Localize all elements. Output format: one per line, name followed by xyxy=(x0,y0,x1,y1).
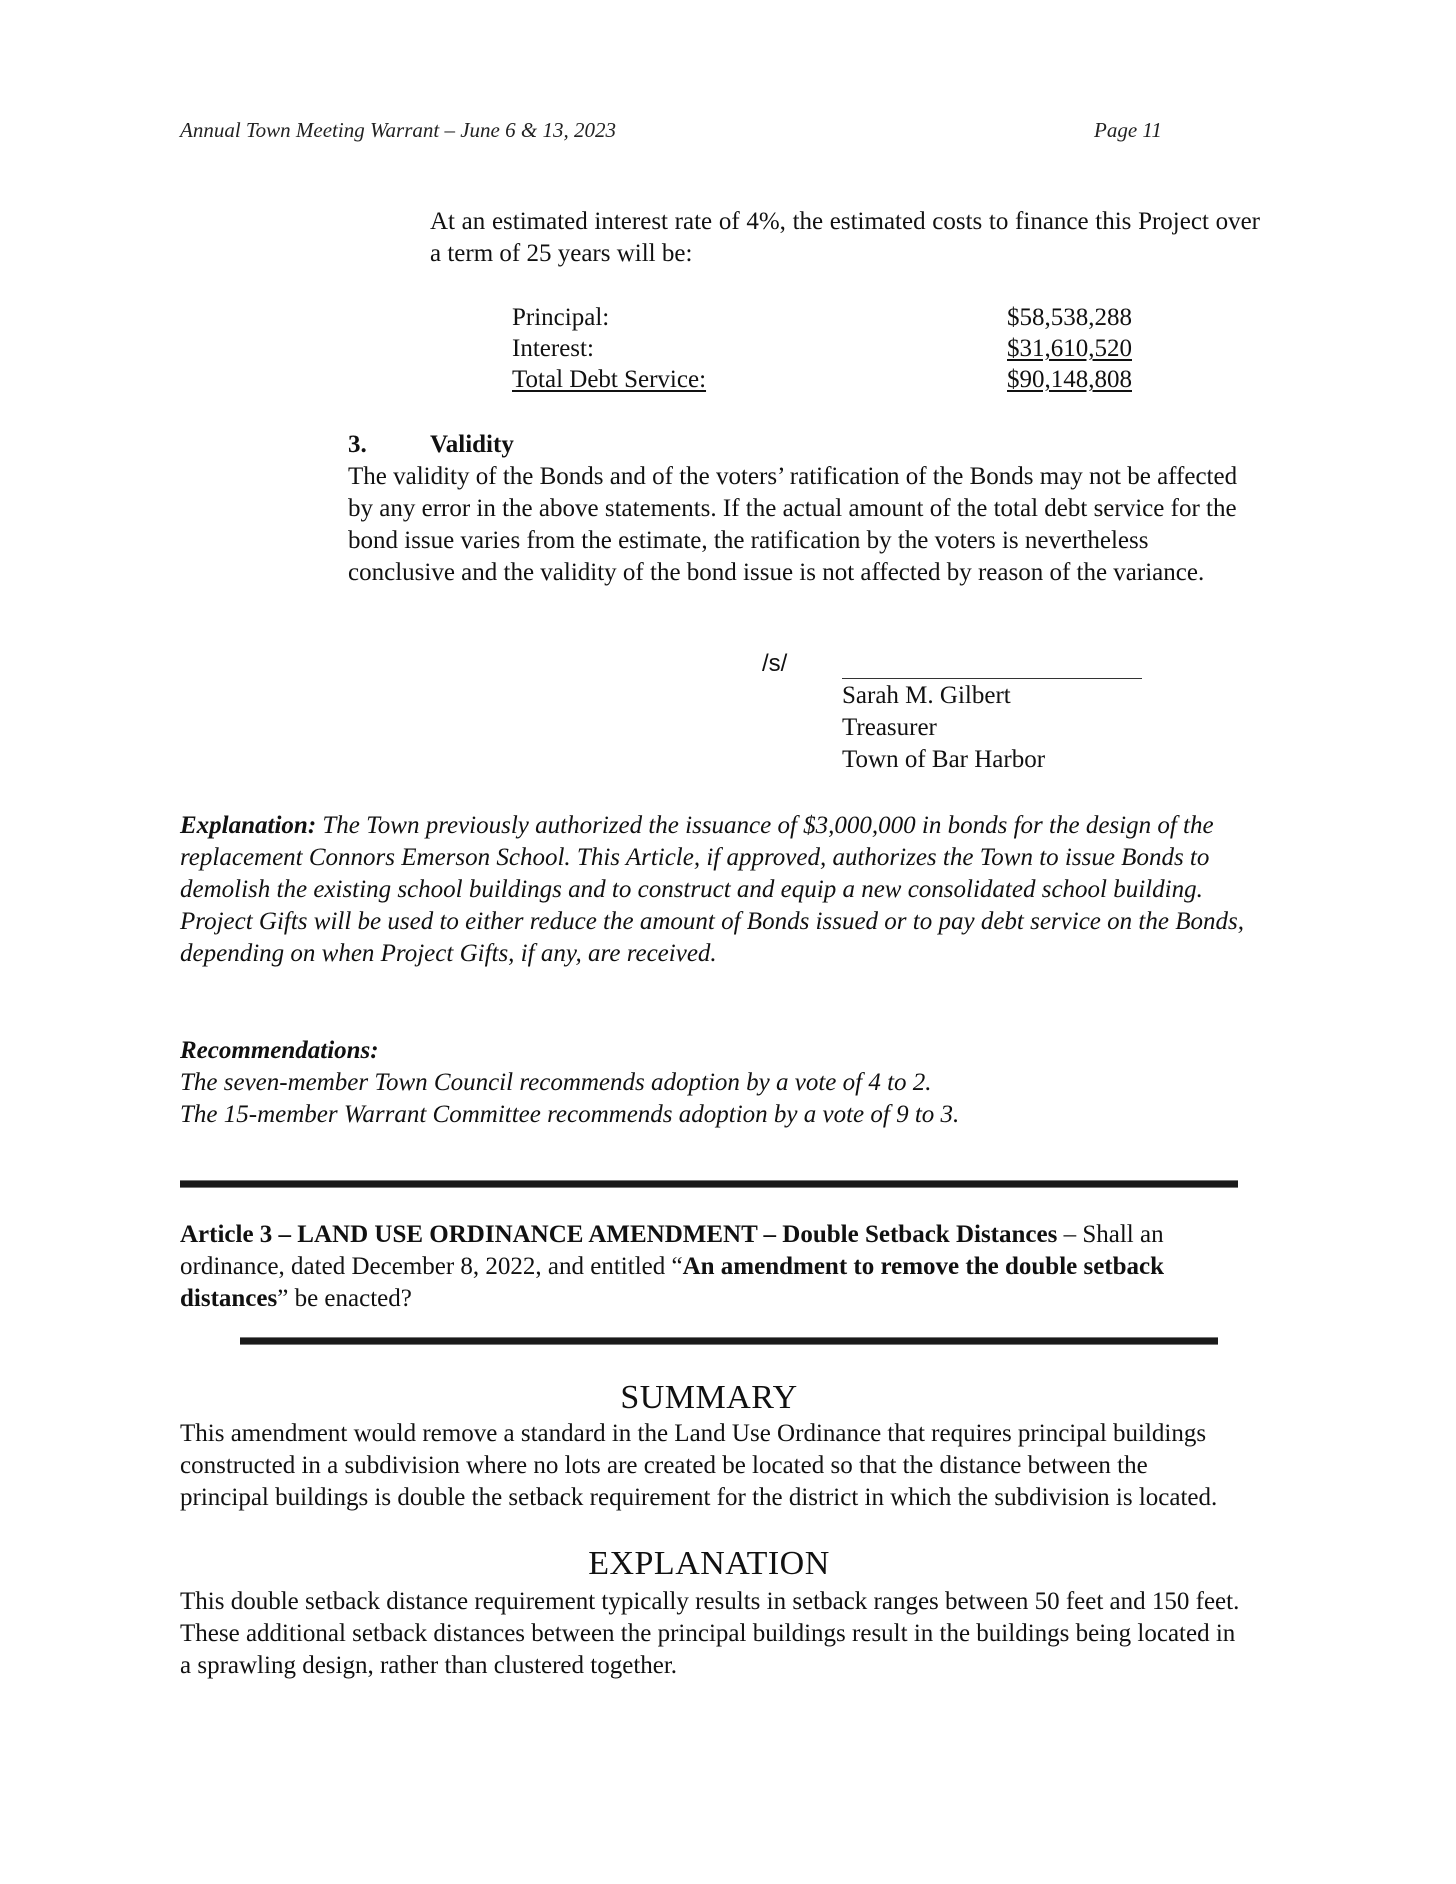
cost-table xyxy=(512,302,1132,395)
summary-heading: SUMMARY xyxy=(620,1379,798,1416)
section-divider xyxy=(240,1337,1218,1345)
cost-value: $31,610,520 xyxy=(1007,335,1132,362)
cost-row-total xyxy=(512,364,1132,395)
validity-heading xyxy=(348,429,514,461)
explanation-text: The Town previously authorized the issuance of $3,000,000 in bonds for the design of the replacement Connors Emerson School. This Article, if approved, authorizes the Town to issue Bonds to demolish the existing school buildings and to construct and equip a new consolidated school building. Project Gifts will be used to either reduce the amount of Bonds issued or to pay debt service on the Bonds, depending on when Project Gifts, if any, are received. xyxy=(180,812,1244,967)
section-title: Validity xyxy=(430,431,514,458)
cost-row-interest xyxy=(512,333,1132,364)
explanation-text-block: This double setback distance requirement typically results in setback ranges between 50 feet and 150 feet. These additional setback distances between the principal buildings result in the buildings being located in a sprawling design, rather than clustered together. xyxy=(180,1588,1240,1679)
signature-block xyxy=(842,680,1045,776)
summary-text: This amendment would remove a standard in the Land Use Ordinance that requires principal buildings constructed in a subdivision where no lots are created be located so that the distance between the principal buildings is double the setback requirement for the district in which the subdivision is located. xyxy=(180,1420,1218,1511)
signature-mark: /s/ xyxy=(762,650,788,677)
article-3-paragraph xyxy=(180,1219,1250,1315)
recommendation-line: The 15-member Warrant Committee recommends adoption by a vote of 9 to 3. xyxy=(180,1101,960,1128)
article-heading: Article 3 – LAND USE ORDINANCE AMENDMENT – Double Setback Distances xyxy=(180,1221,1058,1248)
section-number: 3. xyxy=(348,431,367,458)
cost-value: $90,148,808 xyxy=(1007,366,1132,393)
recommendation-line: The seven-member Town Council recommends adoption by a vote of 4 to 2. xyxy=(180,1069,932,1096)
recommendations-list xyxy=(180,1067,1260,1131)
financing-intro: At an estimated interest rate of 4%, the estimated costs to finance this Project over a term of 25 years will be: xyxy=(430,208,1260,267)
cost-value: $58,538,288 xyxy=(1007,304,1132,331)
cost-label: Principal: xyxy=(512,304,610,331)
article-text-after: ” be enacted? xyxy=(277,1285,412,1312)
article-title: An amendment to remove the double setback distances xyxy=(180,1253,1165,1312)
signature-line xyxy=(842,678,1142,679)
article-text-before: – Shall an ordinance, dated December 8, 2022, and entitled “ xyxy=(180,1221,1164,1280)
cost-row-principal xyxy=(512,302,1132,333)
signer-org: Town of Bar Harbor xyxy=(842,746,1046,773)
explanation-label: Explanation: xyxy=(180,812,317,839)
signer-title: Treasurer xyxy=(842,714,937,741)
cost-label: Total Debt Service: xyxy=(512,366,707,393)
explanation-paragraph xyxy=(180,810,1260,970)
header-title: Annual Town Meeting Warrant – June 6 & 13, 2023 xyxy=(180,118,616,142)
signer-name: Sarah M. Gilbert xyxy=(842,682,1011,709)
recommendations-heading: Recommendations: xyxy=(180,1037,379,1064)
validity-text: The validity of the Bonds and of the voters’ ratification of the Bonds may not be affected by any error in the above statements. If the actual amount of the total debt service for the bond issue varies from the estimate, the ratification by the voters is nevertheless conclusive and the validity of the bond issue is not affected by reason of the variance. xyxy=(348,463,1238,586)
explanation-heading: EXPLANATION xyxy=(588,1545,830,1582)
section-divider xyxy=(180,1180,1238,1188)
cost-label: Interest: xyxy=(512,335,594,362)
page-number: Page 11 xyxy=(1094,118,1162,142)
